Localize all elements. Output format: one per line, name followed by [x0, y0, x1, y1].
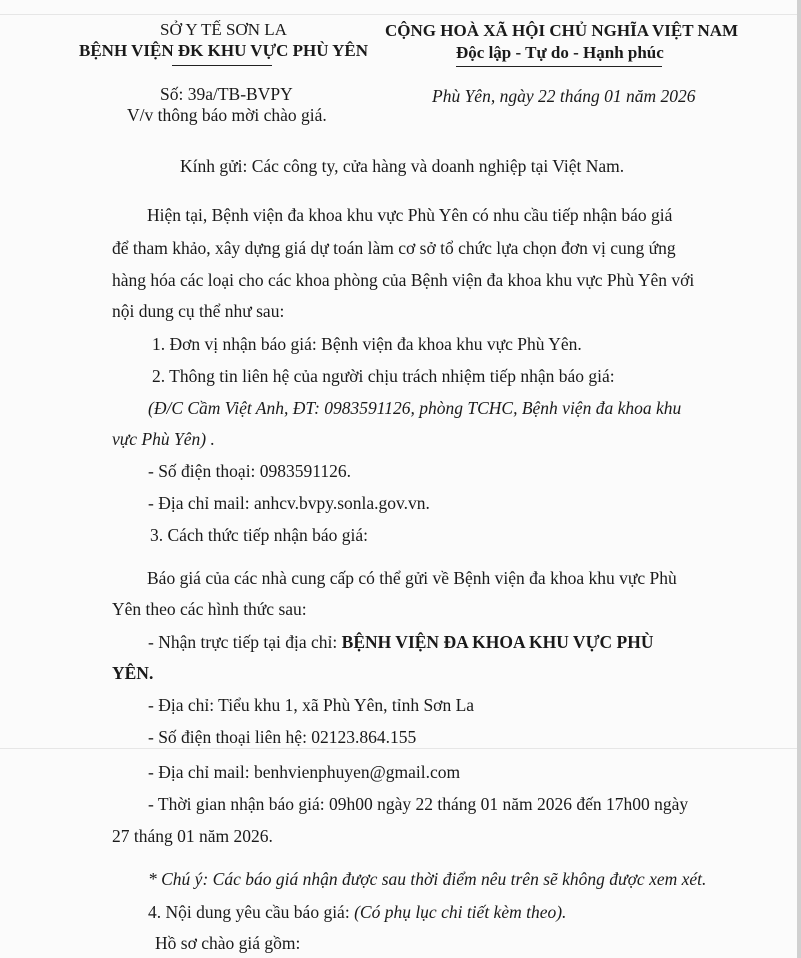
hospital-underline — [172, 65, 272, 66]
direct-delivery-hospital-cont: YÊN. — [112, 663, 154, 683]
national-title: CỘNG HOÀ XÃ HỘI CHỦ NGHĨA VIỆT NAM — [385, 21, 739, 40]
receiving-time: - Thời gian nhận báo giá: 09h00 ngày 22 tháng 01 năm 2026 đến 17h00 ngày — [148, 794, 689, 814]
note: * Chú ý: Các báo giá nhận được sau thời điểm nêu trên sẽ không được xem xét. — [148, 869, 707, 889]
motto-underline — [456, 66, 662, 67]
list-item-4-note: (Có phụ lục chi tiết kèm theo). — [354, 902, 567, 922]
scan-edge — [797, 0, 801, 958]
direct-delivery-label: - Nhận trực tiếp tại địa chỉ: — [148, 632, 342, 652]
list-item-4-label: 4. Nội dung yêu cầu báo giá: — [148, 902, 355, 922]
intro-line: hàng hóa các loại cho các khoa phòng của Bệnh viện đa khoa khu vực Phù Yên với — [112, 270, 695, 290]
send-instructions-cont: Yên theo các hình thức sau: — [112, 599, 307, 619]
scan-artifact-line — [0, 748, 801, 749]
document-subject: V/v thông báo mời chào giá. — [127, 105, 327, 125]
contact-email: - Địa chỉ mail: anhcv.bvpy.sonla.gov.vn. — [148, 493, 430, 513]
intro-line: Hiện tại, Bệnh viện đa khoa khu vực Phù Yên có nhu cầu tiếp nhận báo giá — [147, 205, 673, 225]
receiving-time-cont: 27 tháng 01 năm 2026. — [112, 826, 273, 846]
dossier-heading: Hồ sơ chào giá gồm: — [155, 933, 301, 953]
contact-person: (Đ/C Cầm Việt Anh, ĐT: 0983591126, phòng TCHC, Bệnh viện đa khoa khu — [148, 398, 682, 418]
agency-name: SỞ Y TẾ SƠN LA — [160, 20, 287, 39]
national-motto: Độc lập - Tự do - Hạnh phúc — [456, 43, 664, 62]
contact-phone: - Số điện thoại: 0983591126. — [148, 461, 352, 481]
scan-artifact-line — [0, 14, 801, 15]
direct-delivery-hospital: BỆNH VIỆN ĐA KHOA KHU VỰC PHÙ — [341, 632, 654, 652]
list-item-2: 2. Thông tin liên hệ của người chịu trách nhiệm tiếp nhận báo giá: — [152, 366, 615, 386]
contact-person-cont: vực Phù Yên) . — [112, 429, 215, 449]
place-date: Phù Yên, ngày 22 tháng 01 năm 2026 — [432, 86, 696, 106]
list-item-1: 1. Đơn vị nhận báo giá: Bệnh viện đa khoa khu vực Phù Yên. — [152, 334, 582, 354]
recipient: Kính gửi: Các công ty, cửa hàng và doanh nghiệp tại Việt Nam. — [180, 156, 625, 176]
send-instructions: Báo giá của các nhà cung cấp có thể gửi về Bệnh viện đa khoa khu vực Phù — [147, 568, 677, 588]
list-item-3: 3. Cách thức tiếp nhận báo giá: — [150, 525, 368, 545]
hospital-name: BỆNH VIỆN ĐK KHU VỰC PHÙ YÊN — [79, 41, 369, 60]
hospital-email: - Địa chỉ mail: benhvienphuyen@gmail.com — [148, 762, 461, 782]
intro-line: để tham khảo, xây dựng giá dự toán làm cơ sở tổ chức lựa chọn đơn vị cung ứng — [112, 238, 676, 258]
document-number: Số: 39a/TB-BVPY — [160, 84, 293, 104]
hospital-phone: - Số điện thoại liên hệ: 02123.864.155 — [148, 727, 417, 747]
intro-line: nội dung cụ thể như sau: — [112, 301, 285, 321]
direct-delivery — [148, 632, 653, 653]
list-item-4 — [148, 902, 566, 923]
hospital-address: - Địa chỉ: Tiểu khu 1, xã Phù Yên, tỉnh Sơn La — [148, 695, 475, 715]
